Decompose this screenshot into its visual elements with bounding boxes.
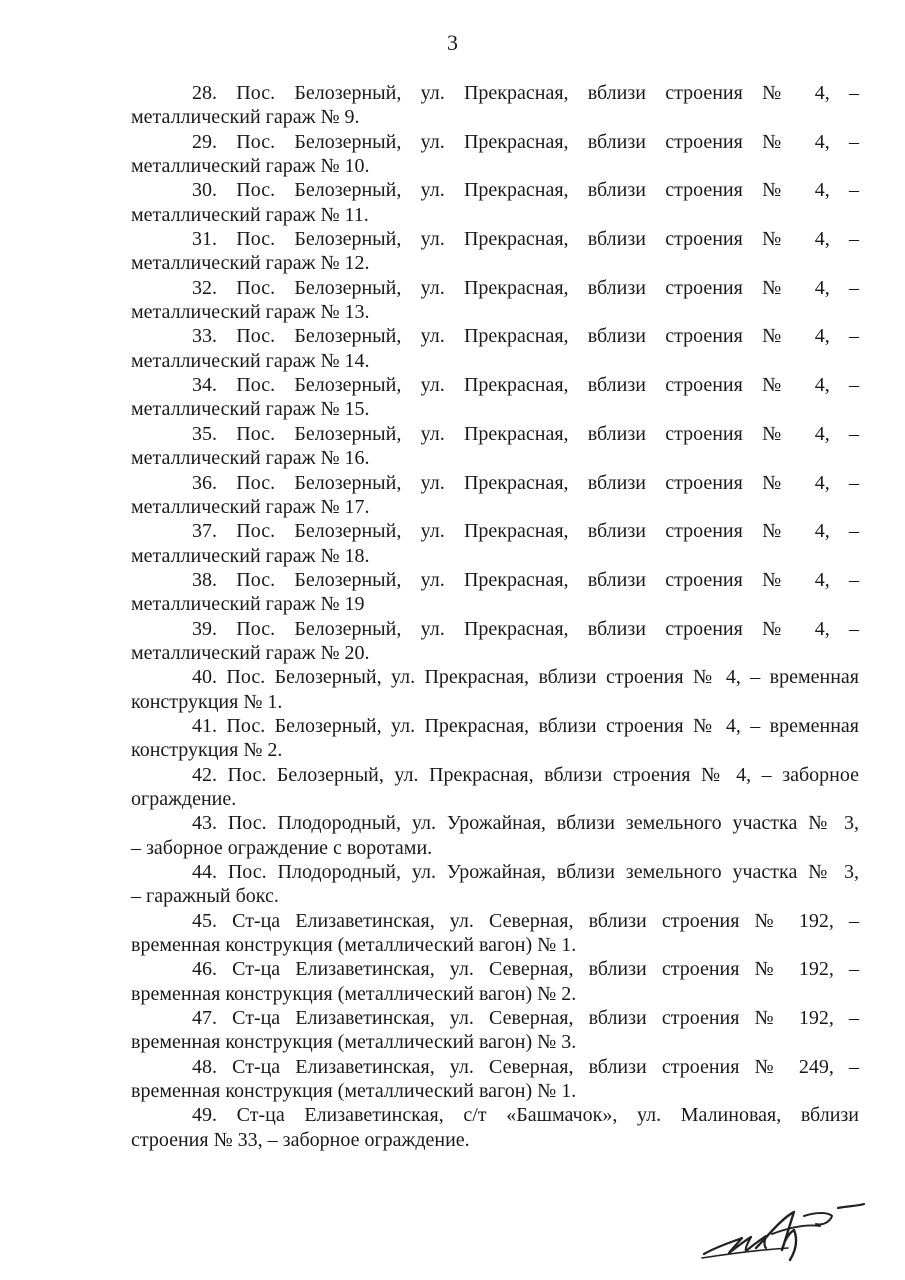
item-second-line: металлический гараж № 12. <box>131 252 370 275</box>
item-first-line: 29. Пос. Белозерный, ул. Прекрасная, вблизи строения № 4, – <box>192 130 859 153</box>
item-second-line: временная конструкция (металлический вагон) № 2. <box>131 982 577 1005</box>
list-item <box>131 178 859 227</box>
item-second-line: строения № 33, – заборное ограждение. <box>131 1128 470 1151</box>
item-first-line: 38. Пос. Белозерный, ул. Прекрасная, вблизи строения № 4, – <box>192 568 859 591</box>
list-item <box>131 276 859 325</box>
item-second-line: ограждение. <box>131 787 237 810</box>
item-second-line: конструкция № 1. <box>131 690 283 713</box>
list-item <box>131 665 859 714</box>
item-second-line: металлический гараж № 13. <box>131 301 370 324</box>
item-first-line: 41. Пос. Белозерный, ул. Прекрасная, вблизи строения № 4, – временная <box>192 714 859 737</box>
list-item <box>131 1055 859 1104</box>
list-item <box>131 763 859 812</box>
item-first-line: 37. Пос. Белозерный, ул. Прекрасная, вблизи строения № 4, – <box>192 520 859 543</box>
item-second-line: металлический гараж № 18. <box>131 544 370 567</box>
item-first-line: 39. Пос. Белозерный, ул. Прекрасная, вблизи строения № 4, – <box>192 617 859 640</box>
item-second-line: металлический гараж № 20. <box>131 641 370 664</box>
item-second-line: металлический гараж № 17. <box>131 495 370 518</box>
item-second-line: конструкция № 2. <box>131 739 283 762</box>
item-second-line: металлический гараж № 19 <box>131 593 365 616</box>
item-second-line: металлический гараж № 14. <box>131 349 370 372</box>
item-first-line: 31. Пос. Белозерный, ул. Прекрасная, вблизи строения № 4, – <box>192 228 859 251</box>
item-second-line: металлический гараж № 9. <box>131 106 360 129</box>
list-item <box>131 1006 859 1055</box>
item-first-line: 49. Ст-ца Елизаветинская, с/т «Башмачок», ул. Малиновая, вблизи <box>192 1104 859 1127</box>
item-list <box>131 81 859 1152</box>
item-first-line: 42. Пос. Белозерный, ул. Прекрасная, вблизи строения № 4, – заборное <box>192 763 859 786</box>
item-second-line: временная конструкция (металлический вагон) № 3. <box>131 1031 577 1054</box>
item-second-line: – заборное ограждение с воротами. <box>131 836 433 859</box>
item-second-line: металлический гараж № 10. <box>131 155 370 178</box>
item-first-line: 40. Пос. Белозерный, ул. Прекрасная, вблизи строения № 4, – временная <box>192 666 859 689</box>
list-item <box>131 519 859 568</box>
list-item <box>131 373 859 422</box>
item-second-line: временная конструкция (металлический вагон) № 1. <box>131 1080 577 1103</box>
list-item <box>131 909 859 958</box>
item-first-line: 47. Ст-ца Елизаветинская, ул. Северная, вблизи строения № 192, – <box>192 1007 859 1030</box>
item-first-line: 32. Пос. Белозерный, ул. Прекрасная, вблизи строения № 4, – <box>192 276 859 299</box>
list-item <box>131 714 859 763</box>
item-second-line: – гаражный бокс. <box>131 885 279 908</box>
item-first-line: 35. Пос. Белозерный, ул. Прекрасная, вблизи строения № 4, – <box>192 422 859 445</box>
item-first-line: 33. Пос. Белозерный, ул. Прекрасная, вблизи строения № 4, – <box>192 325 859 348</box>
item-second-line: металлический гараж № 11. <box>131 203 369 226</box>
list-item <box>131 957 859 1006</box>
list-item <box>131 568 859 617</box>
item-first-line: 46. Ст-ца Елизаветинская, ул. Северная, вблизи строения № 192, – <box>192 958 859 981</box>
list-item <box>131 130 859 179</box>
item-first-line: 43. Пос. Плодородный, ул. Урожайная, вблизи земельного участка № 3, <box>192 812 859 835</box>
item-first-line: 36. Пос. Белозерный, ул. Прекрасная, вблизи строения № 4, – <box>192 471 859 494</box>
list-item <box>131 324 859 373</box>
item-second-line: металлический гараж № 16. <box>131 447 370 470</box>
item-first-line: 48. Ст-ца Елизаветинская, ул. Северная, вблизи строения № 249, – <box>192 1055 859 1078</box>
item-first-line: 44. Пос. Плодородный, ул. Урожайная, вблизи земельного участка № 3, <box>192 861 859 883</box>
list-item <box>131 860 859 909</box>
list-item <box>131 471 859 520</box>
list-item <box>131 422 859 471</box>
item-first-line: 30. Пос. Белозерный, ул. Прекрасная, вблизи строения № 4, – <box>192 179 859 202</box>
list-item <box>131 1103 859 1152</box>
list-item <box>131 811 859 860</box>
item-first-line: 28. Пос. Белозерный, ул. Прекрасная, вблизи строения № 4, – <box>192 82 859 104</box>
list-item <box>131 81 859 130</box>
item-first-line: 34. Пос. Белозерный, ул. Прекрасная, вблизи строения № 4, – <box>192 374 859 397</box>
page-number: 3 <box>447 30 458 55</box>
item-first-line: 45. Ст-ца Елизаветинская, ул. Северная, вблизи строения № 192, – <box>192 909 859 932</box>
list-item <box>131 227 859 276</box>
item-second-line: временная конструкция (металлический вагон) № 1. <box>131 934 577 957</box>
handwritten-signature <box>698 1198 898 1268</box>
item-second-line: металлический гараж № 15. <box>131 398 370 421</box>
list-item <box>131 617 859 666</box>
